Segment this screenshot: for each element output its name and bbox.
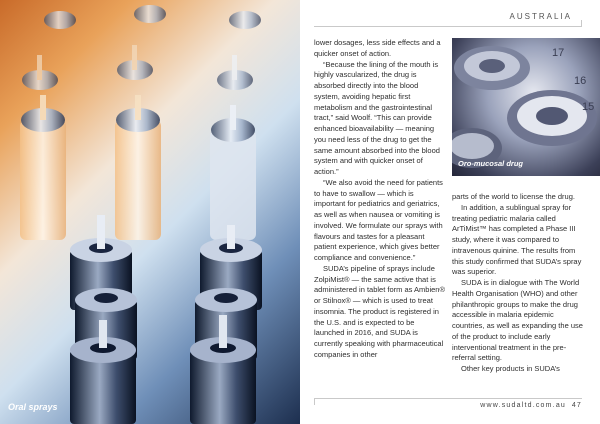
column1-paragraph: SUDA’s pipeline of sprays include ZolpiMist® — the same active that is administered in tablet form as Ambien® or Stilnox® — which is used to treat insomnia. The product is registered in the U.S. and is expected to be launched in 2016, and SUDA is currently speaking with pharmaceutical companies in other — [314, 263, 446, 359]
footer-divider-tick — [314, 398, 315, 405]
page-number: 47 — [571, 402, 582, 409]
article-column-2 — [452, 192, 587, 375]
article-page — [300, 0, 600, 424]
vial-number: 15 — [582, 101, 595, 113]
vial-number: 16 — [574, 75, 587, 87]
column1-paragraph: “Because the lining of the mouth is highly vascularized, the drug is absorbed directly into the blood system, avoiding hepatic first metabolism and the gastrointestinal tract,” said Woolf. “This can provide enhanced bioavailability — meaning you need less of the drug to get the same amount absorbed into the blood system and with quicker onset of action.” — [314, 59, 440, 176]
header-divider — [314, 26, 582, 27]
column2-paragraph: Other key products in SUDA’s — [461, 364, 560, 373]
drug-vials-illustration — [452, 38, 600, 176]
header-divider-tick — [581, 20, 582, 27]
footer-divider — [314, 398, 582, 399]
article-column-1 — [314, 38, 446, 361]
column1-paragraph: “We also avoid the need for patients to have to swallow — which is important for pediatrics and geriatrics, as well as when nausea or vomiting is involved. We formulate our sprays with flavours and tastes for a pleasant patient experience, which gives better compliance and convenience.” — [314, 177, 443, 262]
oro-mucosal-drug-photo — [452, 38, 600, 176]
column2-paragraph: In addition, a sublingual spray for treating pediatric malaria called ArTiMist™ has completed a Phase III study, where it was compared to intravenous quinine. The results from this study confirmed that SUDA’s spray was superior. — [452, 202, 582, 277]
column2-paragraph: parts of the world to license the drug. — [452, 192, 575, 201]
column2-paragraph: SUDA is in dialogue with The World Health Organisation (WHO) and other philanthropic groups to make the drug accessible in malaria epidemic countries, as well as expanding the use of the product to include early interventional treatment in the pre-referral setting. — [452, 278, 583, 363]
photo-caption-oral-sprays: Oral sprays — [8, 402, 58, 412]
vial-number: 17 — [552, 47, 565, 59]
photo-caption-oro-mucosal: Oro-mucosal drug — [458, 159, 524, 168]
footer-website-link[interactable]: www.sudaltd.com.au — [480, 402, 566, 409]
section-label: AUSTRALIA — [509, 12, 572, 21]
column1-paragraph: lower dosages, less side effects and a quicker onset of action. — [314, 38, 441, 58]
